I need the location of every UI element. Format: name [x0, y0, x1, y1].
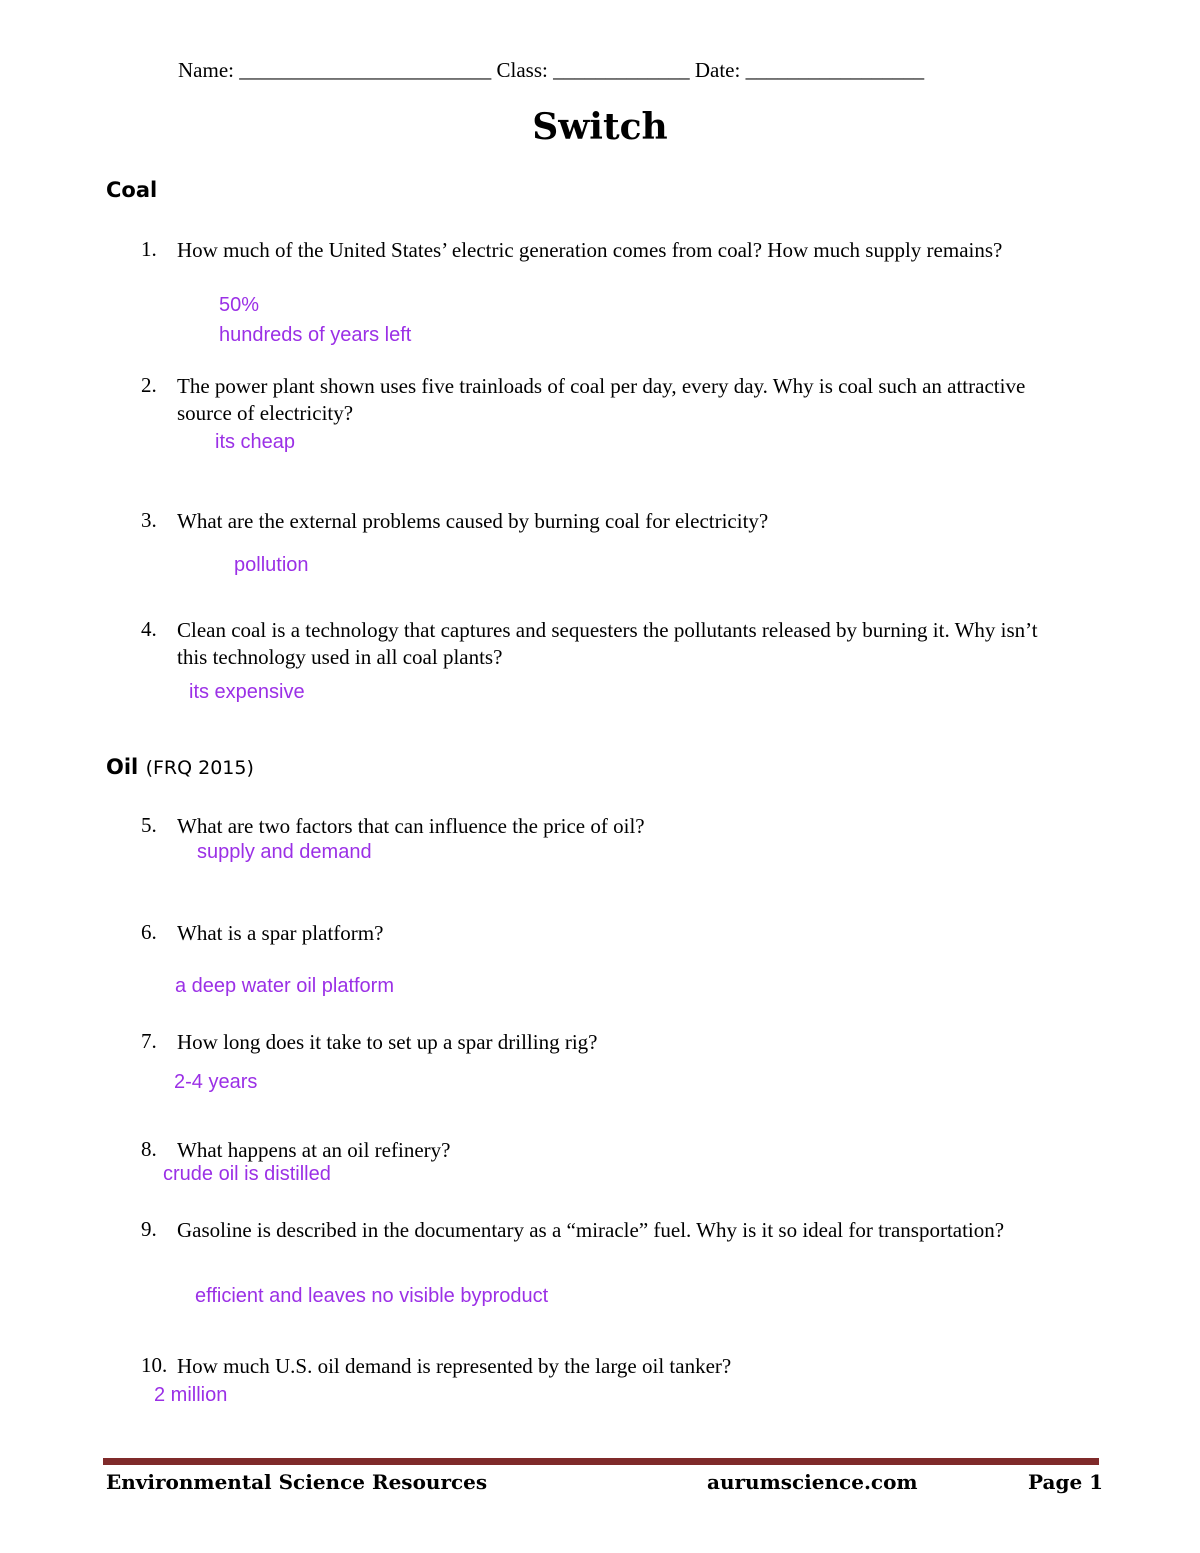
answer-text: its expensive: [189, 681, 305, 703]
answer-text: hundreds of years left: [219, 324, 412, 346]
question-number: 10.: [141, 1353, 168, 1377]
footer-left-text: Environmental Science Resources: [106, 1470, 488, 1494]
answer-text: 2-4 years: [174, 1071, 258, 1093]
date-blank[interactable]: _________________: [745, 58, 925, 82]
question-number: 7.: [141, 1029, 157, 1053]
question-text: Clean coal is a technology that captures and sequesters the pollutants released by burning it. Why isn’t this technology used in all coal plants?: [177, 618, 1038, 669]
section-heading-oil-label: Oil: [106, 755, 139, 779]
question-number: 4.: [141, 617, 157, 641]
question-number: 9.: [141, 1217, 157, 1241]
date-label: Date:: [694, 58, 741, 82]
question-number: 2.: [141, 373, 157, 397]
footer-website[interactable]: aurumscience.com: [707, 1470, 918, 1494]
question-number: 1.: [141, 237, 157, 261]
question-text: How much of the United States’ electric generation comes from coal? How much supply remains?: [177, 238, 1003, 262]
name-label: Name:: [178, 58, 234, 82]
question-text: The power plant shown uses five trainloads of coal per day, every day. Why is coal such an attractive source of electricity?: [177, 374, 1026, 425]
section-heading-oil: [106, 755, 254, 779]
question-text: What happens at an oil refinery?: [177, 1138, 451, 1162]
answer-text: a deep water oil platform: [175, 975, 395, 997]
student-info-line: [178, 58, 924, 83]
answer-text: supply and demand: [197, 841, 372, 863]
question-text: What is a spar platform?: [177, 921, 384, 945]
question-number: 6.: [141, 920, 157, 944]
section-heading-oil-subheading: (FRQ 2015): [145, 757, 254, 779]
page-title: Switch: [532, 106, 668, 148]
question-number: 8.: [141, 1137, 157, 1161]
name-blank[interactable]: ________________________: [239, 58, 492, 82]
question-text: What are the external problems caused by burning coal for electricity?: [177, 509, 769, 533]
answer-text: 2 million: [154, 1384, 228, 1406]
question-number: 3.: [141, 508, 157, 532]
answer-text: crude oil is distilled: [163, 1163, 331, 1185]
footer-page-number: Page 1: [1028, 1470, 1104, 1494]
answer-text: pollution: [234, 554, 309, 576]
answer-text: efficient and leaves no visible byproduct: [195, 1285, 549, 1307]
question-text: Gasoline is described in the documentary as a “miracle” fuel. Why is it so ideal for transportation?: [177, 1218, 1005, 1242]
question-text: What are two factors that can influence the price of oil?: [177, 814, 645, 838]
answer-text: 50%: [219, 294, 260, 316]
question-number: 5.: [141, 813, 157, 837]
question-text: How much U.S. oil demand is represented by the large oil tanker?: [177, 1354, 732, 1378]
question-text: How long does it take to set up a spar drilling rig?: [177, 1030, 598, 1054]
class-blank[interactable]: _____________: [553, 58, 690, 82]
footer-rule: [103, 1458, 1099, 1465]
section-heading-coal: Coal: [106, 178, 158, 202]
answer-text: its cheap: [215, 431, 296, 453]
class-label: Class:: [496, 58, 548, 82]
